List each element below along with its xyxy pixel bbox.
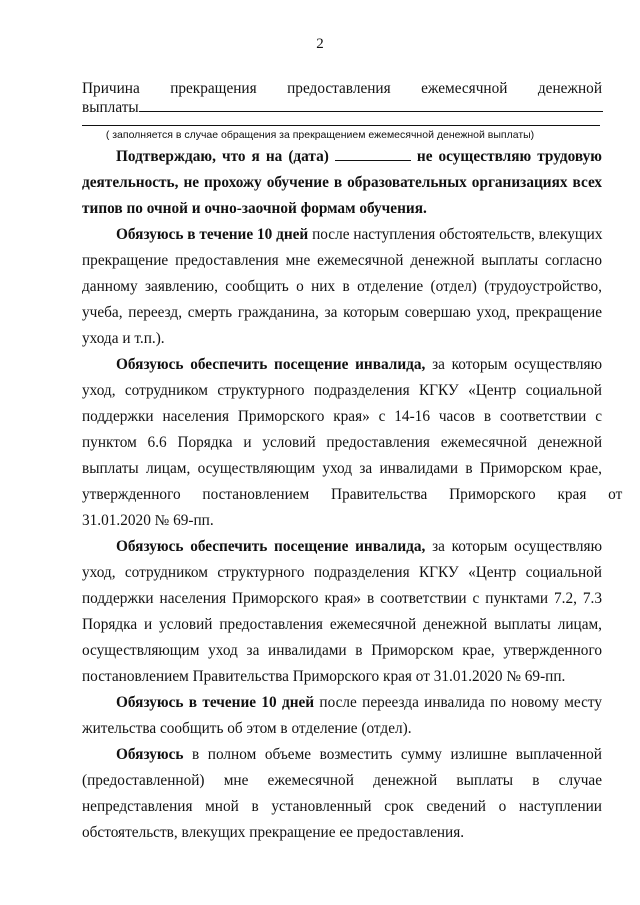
confirm-text: что	[221, 148, 246, 165]
reason-field-line-2[interactable]	[82, 125, 600, 126]
confirm-line-3: типов по очной и очно-заочной формам обучения.	[82, 200, 427, 217]
p1-bold: Обязуюсь в течение 10 дней	[116, 226, 309, 243]
p5-line-2: (предоставленной) мне ежемесячной денежной выплаты в случае	[82, 772, 602, 789]
p3-line-1	[116, 538, 602, 556]
p3-line-6: постановлением Правительства Приморского края от 31.01.2020 № 69-пп.	[82, 668, 566, 685]
p3-line-5: осуществляющим уход за инвалидами в Приморском крае, утвержденного	[82, 642, 602, 659]
confirm-line-1	[116, 148, 602, 166]
reason-label: выплаты	[82, 99, 139, 116]
p2-line-1	[116, 356, 602, 374]
confirm-text: деятельность,	[82, 174, 179, 191]
p1-line-3: данному заявлению, сообщить о них в отделение (отдел) (трудоустройство,	[82, 278, 602, 295]
p3-line-3: поддержки населения Приморского края» в соответствии с пунктами 7.2, 7.3	[82, 590, 602, 607]
p3-line-4: Порядка и условий предоставления ежемесячной денежной выплаты лицам,	[82, 616, 602, 633]
confirm-line-2	[82, 174, 602, 192]
p5-text: в полном объеме возместить сумму излишне выплаченной	[192, 746, 602, 763]
p4-line-1	[116, 694, 602, 712]
confirm-text: в	[333, 174, 343, 191]
p2-line-4: пунктом 6.6 Порядка и условий предоставления ежемесячной денежной	[82, 434, 602, 451]
p4-bold: Обязуюсь в течение 10 дней	[116, 694, 315, 711]
p2-line-2: уход, сотрудником структурного подразделения КГКУ «Центр социальной	[82, 382, 602, 399]
p1-line-1	[116, 226, 602, 244]
reason-note: ( заполняется в случае обращения за прекращением ежемесячной денежной выплаты)	[105, 129, 535, 141]
p2-text: за которым осуществляю	[432, 356, 602, 373]
reason-word: Причина	[82, 80, 140, 97]
reason-word: денежной	[537, 80, 603, 97]
p2-line-3: поддержки населения Приморского края» с 14-16 часов в соответствии с	[82, 408, 602, 425]
confirm-text: трудовую	[537, 148, 602, 165]
p2-line-5: выплаты лицам, осуществляющим уход за инвалидами в Приморском крае,	[82, 460, 602, 477]
confirm-text: организациях	[471, 174, 568, 191]
reason-word: прекращения	[170, 80, 257, 97]
p1-line-5: ухода и т.п.).	[82, 330, 165, 347]
confirm-text: обучение	[266, 174, 329, 191]
p3-line-2: уход, сотрудником структурного подразделения КГКУ «Центр социальной	[82, 564, 602, 581]
p1-line-4: учеба, переезд, смерть гражданина, за которым совершаю уход, прекращение	[82, 304, 602, 321]
page-number: 2	[316, 36, 324, 52]
confirm-text: на	[265, 148, 283, 165]
reason-word: ежемесячной	[421, 80, 508, 97]
reason-word: предоставления	[287, 80, 391, 97]
confirm-text: прохожу	[204, 174, 262, 191]
reason-line-1	[82, 80, 602, 98]
confirm-text: образовательных	[347, 174, 467, 191]
p1-text: после наступления обстоятельств, влекущих	[312, 226, 603, 243]
reason-line-2	[82, 97, 602, 117]
p2-bold: Обязуюсь обеспечить посещение инвалида,	[116, 356, 426, 373]
p5-line-3: непредставления мной в установленный срок сведений о наступлении	[82, 798, 602, 815]
date-field[interactable]	[335, 148, 411, 161]
p2-line-7: 31.01.2020 № 69-пп.	[82, 512, 214, 529]
confirm-text: не	[416, 148, 433, 165]
confirm-text: Подтверждаю,	[116, 148, 216, 165]
p4-text: после переезда инвалида по новому месту	[319, 694, 602, 711]
p3-text: за которым осуществляю	[432, 538, 602, 555]
confirm-text: я	[251, 148, 260, 165]
p5-line-1	[116, 746, 602, 764]
confirm-text: не	[183, 174, 200, 191]
p5-bold: Обязуюсь	[116, 746, 184, 763]
p4-line-2: жительства сообщить об этом в отделение (отдел).	[82, 720, 412, 737]
p5-line-4: обстоятельств, влекущих прекращение ее предоставления.	[82, 824, 465, 841]
p3-bold: Обязуюсь обеспечить посещение инвалида,	[116, 538, 426, 555]
p1-line-2: прекращение предоставления мне ежемесячной денежной выплаты согласно	[82, 252, 602, 269]
p2-line-6: утвержденного постановлением Правительства Приморского края от	[82, 486, 623, 503]
confirm-text: (дата)	[288, 148, 329, 165]
confirm-text: осуществляю	[438, 148, 532, 165]
confirm-text: всех	[572, 174, 603, 191]
reason-field[interactable]	[139, 97, 603, 112]
